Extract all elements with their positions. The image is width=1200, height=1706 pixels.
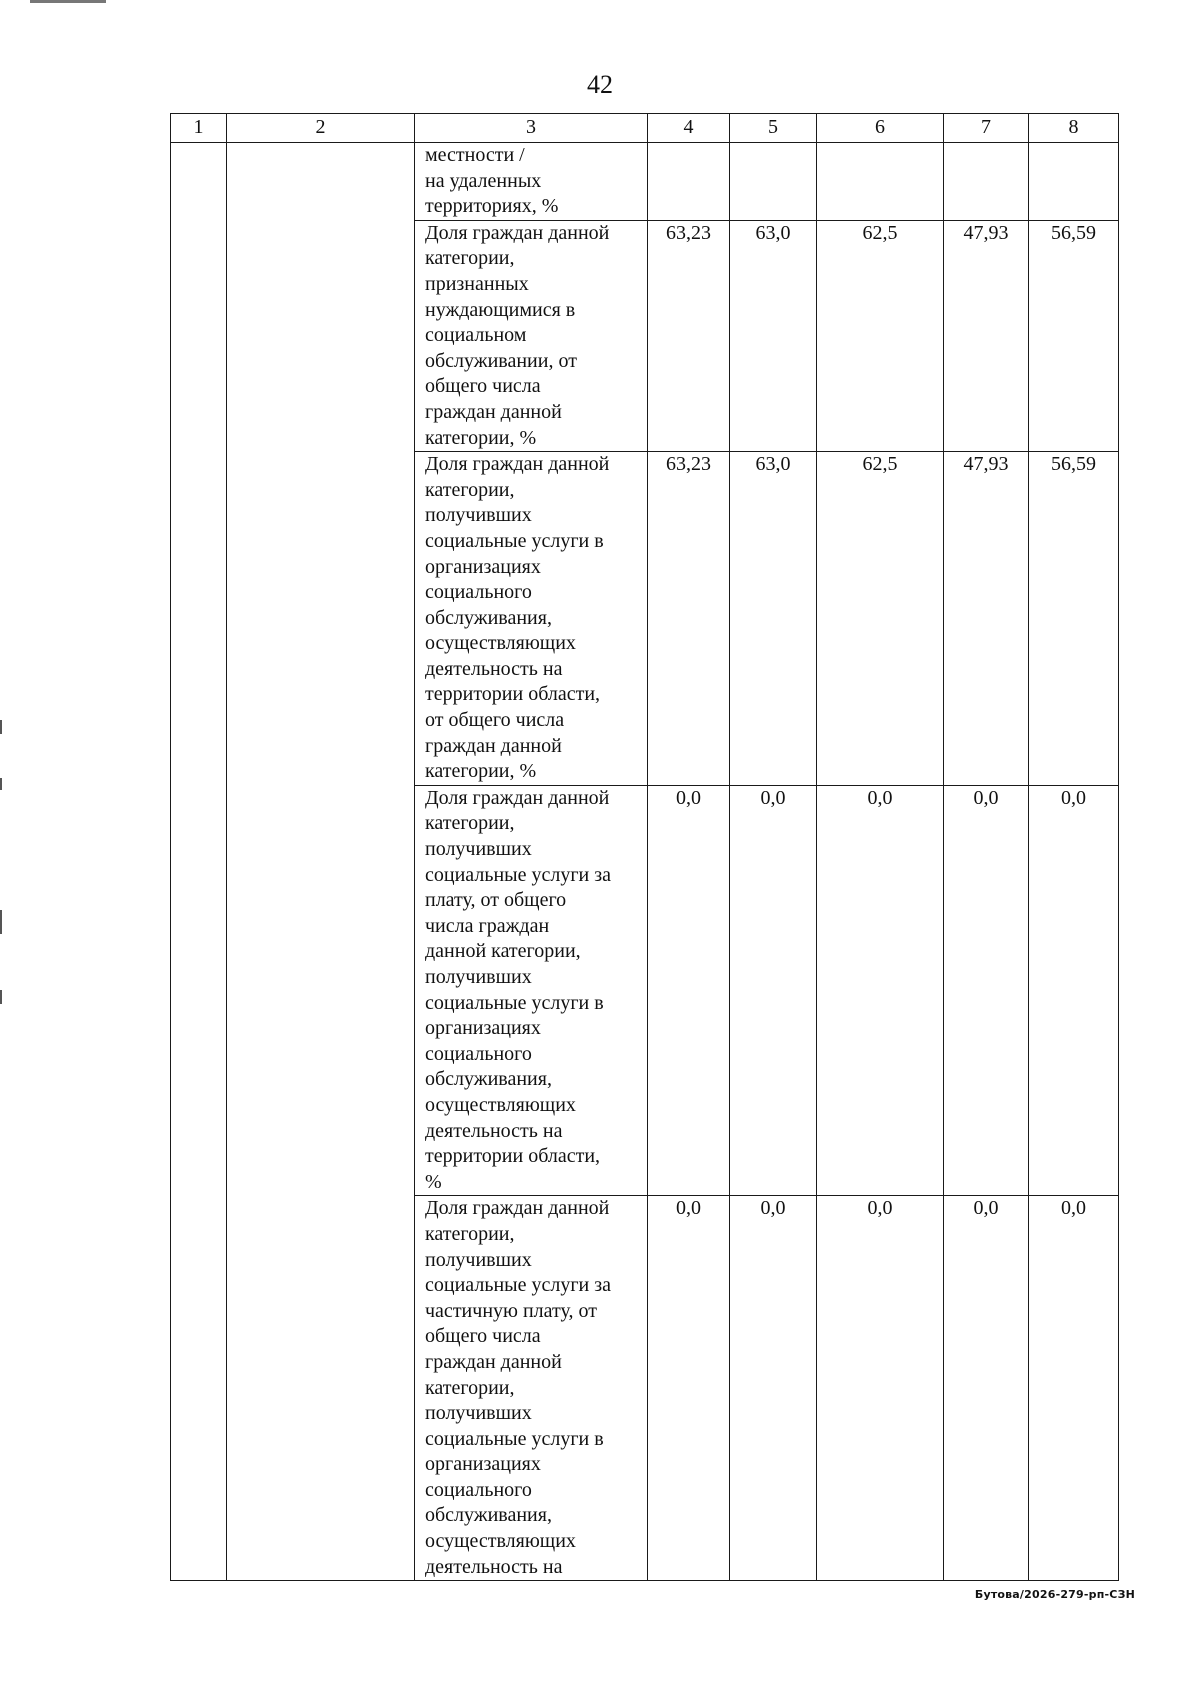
header-cell: 6 xyxy=(817,114,944,143)
value-cell: 0,0 xyxy=(944,1196,1029,1581)
value-cell: 0,0 xyxy=(944,785,1029,1196)
indicators-table xyxy=(170,113,1119,1581)
value-cell: 0,0 xyxy=(648,785,730,1196)
scan-artifact-left-4 xyxy=(0,990,2,1004)
column-1-merged-cell xyxy=(171,143,227,1581)
header-cell: 7 xyxy=(944,114,1029,143)
value-cell: 47,93 xyxy=(944,452,1029,786)
value-cell: 63,0 xyxy=(730,452,817,786)
header-row xyxy=(171,114,1119,143)
header-cell: 8 xyxy=(1029,114,1119,143)
value-cell: 0,0 xyxy=(730,785,817,1196)
scan-artifact-left-2 xyxy=(0,778,2,790)
value-cell: 0,0 xyxy=(1029,785,1119,1196)
header-cell: 4 xyxy=(648,114,730,143)
indicator-description: Доля граждан данной категории, получивших социальные услуги за частичную плату, от общего числа граждан данной категории, получивших социальные услуги в организациях социального обслуживания, осуществляющих деятельность на xyxy=(415,1196,648,1581)
page-number: 42 xyxy=(587,70,613,99)
value-cell: 56,59 xyxy=(1029,220,1119,451)
value-cell: 0,0 xyxy=(648,1196,730,1581)
value-cell: 63,0 xyxy=(730,220,817,451)
value-cell xyxy=(648,143,730,221)
value-cell: 0,0 xyxy=(1029,1196,1119,1581)
value-cell: 0,0 xyxy=(817,1196,944,1581)
value-cell: 63,23 xyxy=(648,452,730,786)
value-cell: 56,59 xyxy=(1029,452,1119,786)
value-cell: 63,23 xyxy=(648,220,730,451)
table-row xyxy=(171,143,1119,221)
scan-artifact-top xyxy=(30,0,106,3)
value-cell xyxy=(1029,143,1119,221)
column-2-merged-cell xyxy=(227,143,415,1581)
value-cell: 0,0 xyxy=(730,1196,817,1581)
indicator-description: Доля граждан данной категории, получивших социальные услуги в организациях социального обслуживания, осуществляющих деятельность на территории области, от общего числа граждан данной категории, % xyxy=(415,452,648,786)
header-cell: 2 xyxy=(227,114,415,143)
indicator-description-continued: местности / на удаленных территориях, % xyxy=(415,143,648,221)
value-cell: 62,5 xyxy=(817,452,944,786)
document-code: Бутова/2026-279-рп-СЗН xyxy=(974,1588,1135,1601)
value-cell xyxy=(944,143,1029,221)
indicator-description: Доля граждан данной категории, признанных нуждающимися в социальном обслуживании, от общего числа граждан данной категории, % xyxy=(415,220,648,451)
value-cell: 0,0 xyxy=(817,785,944,1196)
header-cell: 3 xyxy=(415,114,648,143)
scan-artifact-left-3 xyxy=(0,910,2,934)
header-cell: 1 xyxy=(171,114,227,143)
value-cell: 62,5 xyxy=(817,220,944,451)
value-cell: 47,93 xyxy=(944,220,1029,451)
value-cell xyxy=(730,143,817,221)
value-cell xyxy=(817,143,944,221)
indicator-description: Доля граждан данной категории, получивших социальные услуги за плату, от общего числа граждан данной категории, получивших социальные услуги в организациях социального обслуживания, осуществляющих деятельность на территории области, % xyxy=(415,785,648,1196)
header-cell: 5 xyxy=(730,114,817,143)
scan-artifact-left-1 xyxy=(0,720,2,734)
